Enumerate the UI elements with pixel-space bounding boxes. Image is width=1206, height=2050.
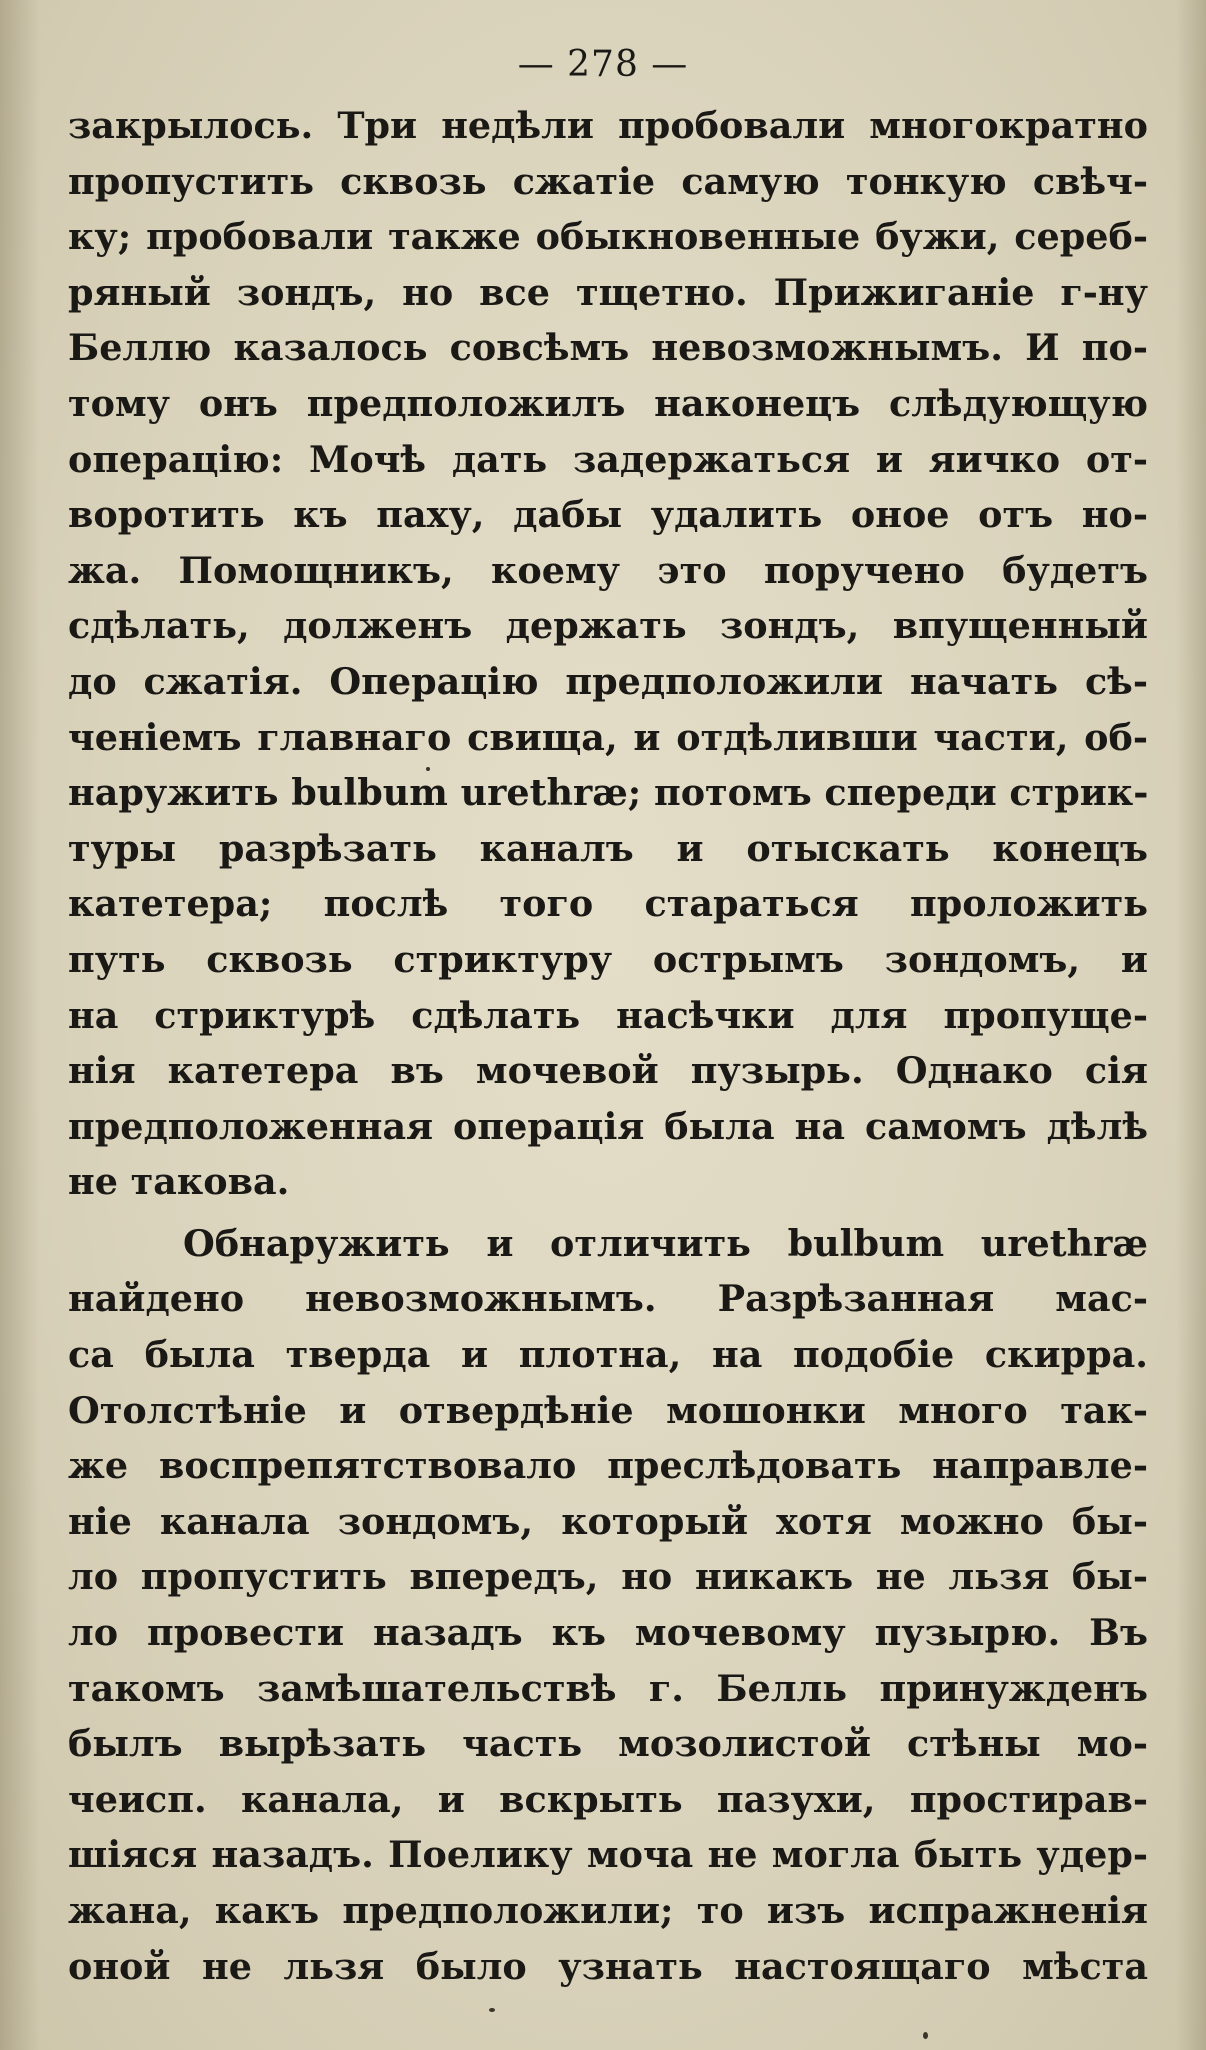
text-line: Отолстѣніе и отвердѣніе мошонки много так-: [68, 1388, 1148, 1432]
text-line: такомъ замѣшательствѣ г. Белль принужденъ: [68, 1666, 1148, 1710]
text-line: шіяся назадъ. Поелику моча не могла быть удер-: [68, 1833, 1148, 1877]
text-line: туры разрѣзать каналъ и отыскать конецъ: [68, 826, 1148, 870]
paragraph-2: [68, 1216, 1148, 1994]
text-line: предположенная операція была на самомъ дѣлѣ: [68, 1104, 1148, 1148]
text-line: катетера; послѣ того стараться проложить: [68, 882, 1148, 926]
page-number: — 278 —: [517, 44, 689, 85]
text-line: жана, какъ предположили; то изъ испражненія: [68, 1889, 1148, 1932]
text-line: ло провести назадъ къ мочевому пузырю. Въ: [68, 1611, 1148, 1655]
text-line: не такова.: [68, 1160, 290, 1204]
text-line: на стриктурѣ сдѣлать насѣчки для пропуще-: [68, 993, 1148, 1037]
text-line: операцію: Мочѣ дать задержаться и яичко от-: [68, 437, 1148, 481]
text-line: же воспрепятствовало преслѣдовать направле-: [68, 1444, 1148, 1488]
text-line: Беллю казалось совсѣмъ невозможнымъ. И по-: [68, 326, 1148, 370]
text-line: путь сквозь стриктуру острымъ зондомъ, и: [68, 937, 1148, 981]
text-line: тому онъ предположилъ наконецъ слѣдующую: [68, 381, 1148, 425]
text-line: сдѣлать, долженъ держать зондъ, впущенный: [68, 604, 1148, 648]
text-line: жа. Помощникъ, коему это поручено будетъ: [68, 548, 1148, 592]
text-line: нія катетера въ мочевой пузырь. Однако сія: [68, 1049, 1148, 1093]
text-line: воротить къ паху, дабы удалить оное отъ но-: [68, 493, 1148, 537]
text-line: наружить bulbum urethræ; потомъ спереди стрик-: [68, 771, 1148, 815]
body-text: [68, 98, 1148, 1994]
text-line: до сжатія. Операцію предположили начать сѣ-: [68, 659, 1148, 703]
text-line: пропустить сквозь сжатіе самую тонкую свѣч-: [68, 159, 1148, 203]
ink-speck: [426, 767, 430, 771]
text-line: ку; пробовали также обыкновенные бужи, сереб-: [68, 215, 1148, 259]
paragraph-1: [68, 98, 1148, 1210]
text-line: закрылось. Три недѣли пробовали многократно: [68, 104, 1148, 147]
ink-speck: [489, 2008, 495, 2012]
text-line: са была тверда и плотна, на подобіе скирра.: [68, 1333, 1148, 1377]
text-line: чеисп. канала, и вскрыть пазухи, простирав-: [68, 1777, 1148, 1821]
text-line: Обнаружить и отличить bulbum urethræ: [183, 1221, 1148, 1265]
text-line: оной не льзя было узнать настоящаго мѣста: [68, 1944, 1148, 1988]
text-line: найдено невозможнымъ. Разрѣзанная мас-: [68, 1277, 1148, 1321]
text-line: ченіемъ главнаго свища, и отдѣливши части, об-: [68, 715, 1148, 759]
text-line: былъ вырѣзать часть мозолистой стѣны мо-: [68, 1722, 1148, 1766]
text-line: ряный зондъ, но все тщетно. Прижиганіе г-ну: [68, 270, 1148, 314]
text-line: ніе канала зондомъ, который хотя можно бы-: [68, 1499, 1148, 1543]
text-line: ло пропустить впередъ, но никакъ не льзя бы-: [68, 1555, 1148, 1599]
ink-speck: [923, 2032, 928, 2039]
